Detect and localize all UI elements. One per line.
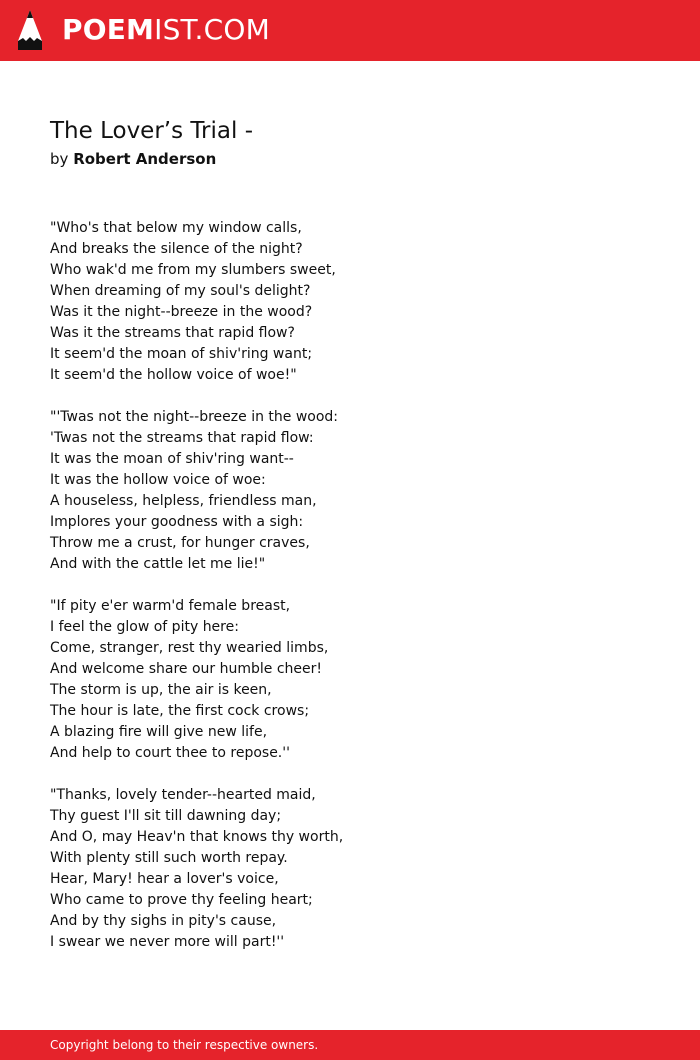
logo-bold-text: POEM [62,13,155,46]
poem-body [50,218,670,974]
poem-line: When dreaming of my soul's delight? [50,283,311,299]
poem-title: The Lover’s Trial - [50,118,254,144]
byline [50,148,216,170]
poem-line: It seem'd the hollow voice of woe!" [50,367,297,383]
poem-line: Implores your goodness with a sigh: [50,514,304,530]
logo-light-text: IST.COM [154,13,270,46]
poem-line: The storm is up, the air is keen, [50,682,272,698]
poem-line: It seem'd the moan of shiv'ring want; [50,346,313,362]
poem-line: I swear we never more will part!'' [50,934,285,950]
poem-line: And help to court thee to repose.'' [50,745,290,761]
poem-line: "If pity e'er warm'd female breast, [50,598,291,614]
author-name: Robert Anderson [73,150,217,168]
poem-line: Was it the night--breeze in the wood? [50,304,313,320]
stanza-4 [50,785,670,953]
poem-line: With plenty still such worth repay. [50,850,288,866]
poem-line: It was the hollow voice of woe: [50,472,266,488]
poem-line: It was the moan of shiv'ring want-- [50,451,294,467]
poem-line: Who wak'd me from my slumbers sweet, [50,262,336,278]
poem-line: And breaks the silence of the night? [50,241,303,257]
pencil-tip-icon [17,9,43,51]
poem-line: I feel the glow of pity here: [50,619,239,635]
stanza-3 [50,596,670,764]
poem-line: A houseless, helpless, friendless man, [50,493,317,509]
poem-line: And O, may Heav'n that knows thy worth, [50,829,344,845]
poem-line: Thy guest I'll sit till dawning day; [50,808,282,824]
site-header [0,0,700,61]
poem-line: Come, stranger, rest thy wearied limbs, [50,640,329,656]
site-logo[interactable] [62,11,270,49]
poem-line: 'Twas not the streams that rapid flow: [50,430,314,446]
poem-line: Hear, Mary! hear a lover's voice, [50,871,279,887]
poem-line: And with the cattle let me lie!" [50,556,266,572]
poem-line: And by thy sighs in pity's cause, [50,913,277,929]
poem-line: And welcome share our humble cheer! [50,661,322,677]
copyright-text: Copyright belong to their respective owners. [50,1038,319,1052]
poem-line: Throw me a crust, for hunger craves, [50,535,310,551]
poem-line: "'Twas not the night--breeze in the wood: [50,409,339,425]
site-footer [0,1030,700,1060]
poem-line: "Who's that below my window calls, [50,220,302,236]
poem-line: Was it the streams that rapid flow? [50,325,295,341]
poem-line: "Thanks, lovely tender--hearted maid, [50,787,316,803]
stanza-2 [50,407,670,575]
by-label: by [50,150,69,168]
poem-line: The hour is late, the first cock crows; [50,703,310,719]
poem-line: A blazing fire will give new life, [50,724,268,740]
stanza-1 [50,218,670,386]
poem-line: Who came to prove thy feeling heart; [50,892,313,908]
